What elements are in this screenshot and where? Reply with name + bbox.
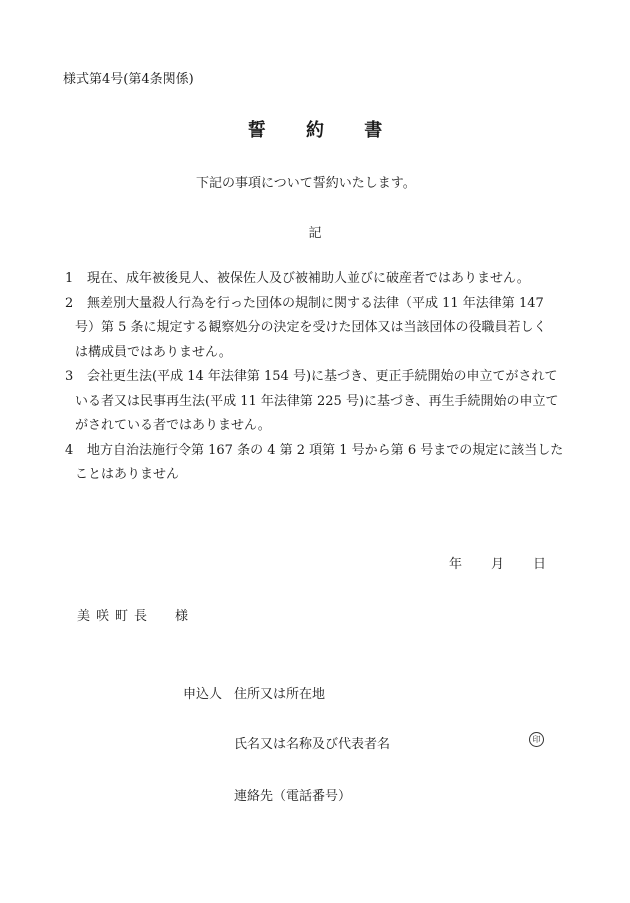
- item-line: いる者又は民事再生法(平成 11 年法律第 225 号)に基づき、再生手続開始の申立て: [75, 393, 559, 409]
- item-text: [75, 292, 563, 366]
- item-text: [75, 439, 564, 488]
- title-char: 約: [306, 120, 324, 141]
- pledge-item: [63, 292, 563, 366]
- item-line: 地方自治法施行令第 167 条の 4 第 2 項第 1 号から第 6 号までの規定に該当した: [87, 442, 564, 458]
- item-line: ことはありません: [75, 467, 180, 482]
- ki-heading: 記: [308, 226, 322, 241]
- form-number: 様式第4号(第4条関係): [63, 72, 194, 87]
- contact-field-label: 連絡先（電話番号）: [234, 789, 352, 804]
- item-number: 3: [65, 369, 74, 384]
- intro-text: 下記の事項について誓約いたします。: [196, 176, 416, 191]
- item-text: [87, 267, 563, 292]
- item-line: は構成員ではありません。: [75, 344, 232, 360]
- addressee-name: 美咲町長: [77, 609, 154, 624]
- date-field: [449, 553, 546, 572]
- addressee-honorific: 様: [175, 609, 189, 624]
- item-number: 2: [65, 295, 74, 311]
- item-line: 無差別大量殺人行為を行った団体の規制に関する法律（平成 11 年法律第 147: [87, 295, 544, 311]
- date-month: 月: [491, 557, 505, 572]
- item-line: 現在、成年被後見人、被保佐人及び被補助人並びに破産者ではありません。: [87, 271, 530, 286]
- name-field-label: 氏名又は名称及び代表者名: [234, 737, 391, 752]
- date-year: 年: [449, 557, 463, 572]
- document-title: [0, 116, 630, 142]
- title-char: 書: [364, 120, 383, 141]
- item-text: [75, 365, 563, 439]
- pledge-item: [63, 439, 563, 488]
- address-field-label: 住所又は所在地: [234, 687, 326, 702]
- date-day: 日: [533, 557, 547, 572]
- item-line: がされている者ではありません。: [75, 418, 271, 433]
- seal-mark-icon: 印: [529, 732, 544, 747]
- addressee: [77, 605, 188, 624]
- pledge-item: [63, 365, 563, 439]
- applicant-label: 申込人: [183, 687, 223, 702]
- item-line: 会社更生法(平成 14 年法律第 154 号)に基づき、更正手続開始の申立てがされて: [87, 369, 558, 384]
- pledge-items: [63, 267, 563, 488]
- item-number: 4: [65, 442, 74, 458]
- pledge-item: [63, 267, 563, 292]
- item-line: 号）第 5 条に規定する観察処分の決定を受けた団体又は当該団体の役職員若しく: [75, 320, 547, 335]
- title-char: 誓: [247, 120, 266, 141]
- item-number: 1: [65, 271, 74, 286]
